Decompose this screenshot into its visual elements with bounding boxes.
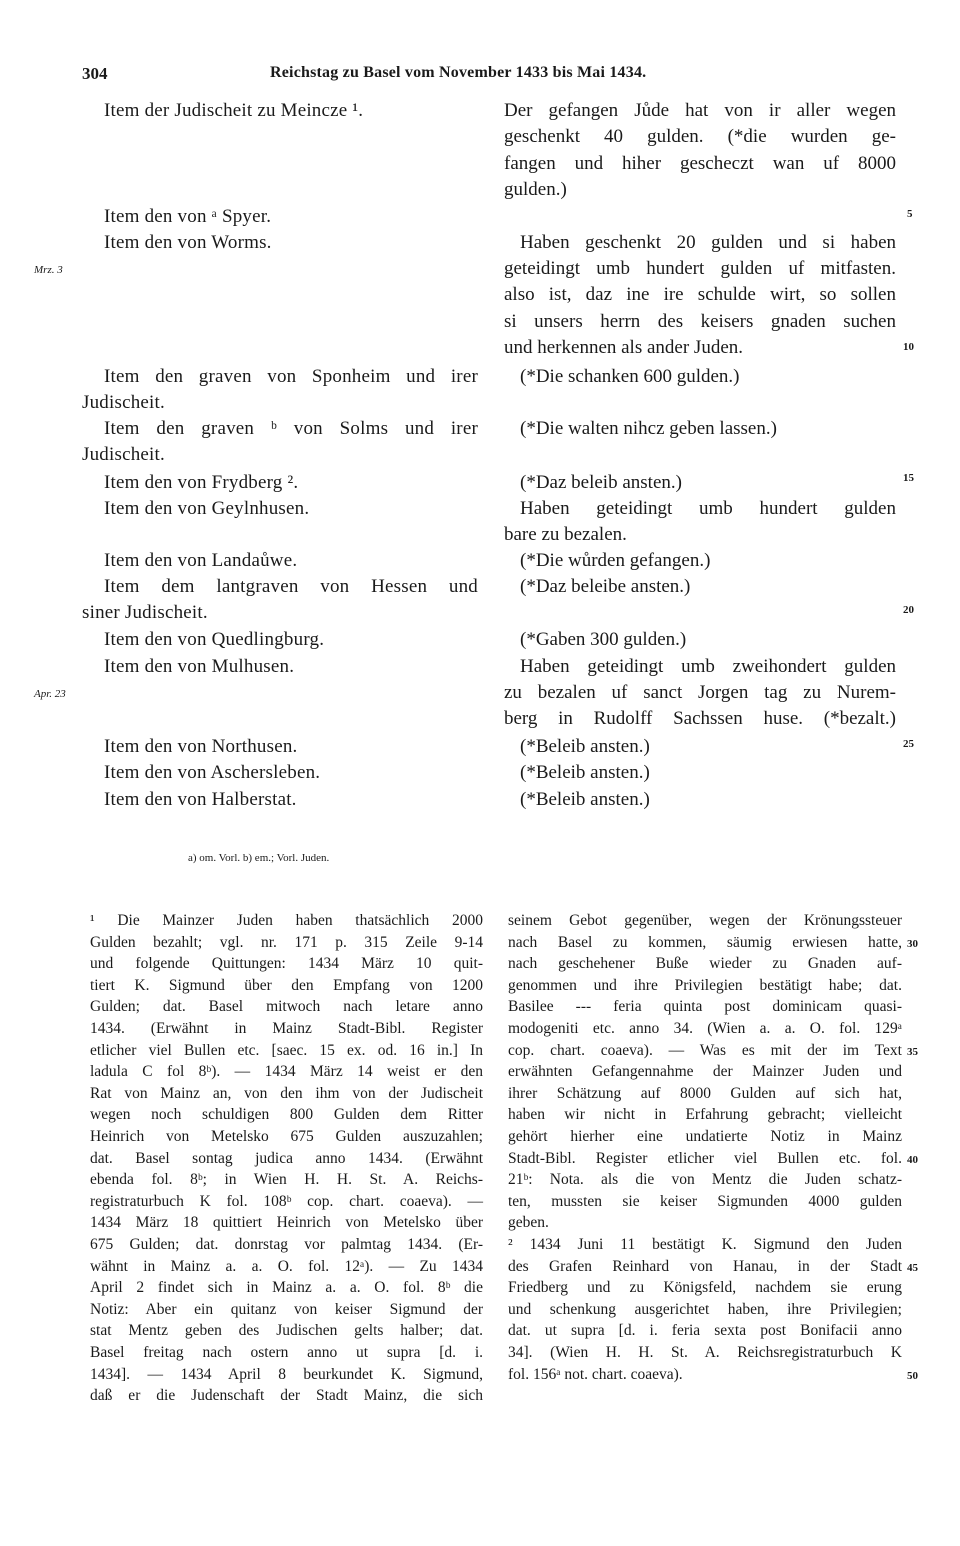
entry-line: (*Daz beleib ansten.) bbox=[520, 472, 682, 493]
footnote-line: Basilee --- feria quinta post dominicam quasi- bbox=[508, 998, 902, 1016]
entry-line: (*Die walten nihcz geben lassen.) bbox=[520, 418, 777, 439]
entry-line: fangen und hiher gescheczt wan uf 8000 bbox=[504, 153, 896, 174]
footnote-line: April 2 findet sich in Mainz a. a. O. fol. 8ᵇ die bbox=[90, 1279, 483, 1297]
line-number: 40 bbox=[907, 1154, 918, 1166]
line-number: 30 bbox=[907, 938, 918, 950]
footnote-line: Friedberg und zu Königsfeld, nachdem sie erung bbox=[508, 1279, 902, 1297]
footnote-line: erwähnten Gefangennahme der Mainzer Juden und bbox=[508, 1063, 902, 1081]
footnote-line: Basel freitag nach ostern anno ut supra [d. i. bbox=[90, 1344, 483, 1361]
entry-line: geteidingt umb hundert gulden uf mitfasten. bbox=[504, 258, 896, 279]
line-number: 50 bbox=[907, 1370, 918, 1382]
entry-line: Item den von Landaůwe. bbox=[104, 550, 298, 571]
margin-date-apr: Apr. 23 bbox=[34, 688, 66, 700]
entry-line: Item den graven ᵇ von Solms und irer bbox=[104, 418, 478, 439]
footnote-line: modogeniti etc. anno 34. (Wien a. a. O. fol. 129ᵃ bbox=[508, 1020, 902, 1037]
footnote-line: des Grafen Reinhard von Hanau, in der Stadt bbox=[508, 1257, 902, 1275]
entry-line: Haben geteidingt umb hundert gulden bbox=[520, 498, 896, 519]
footnote-line: tiert K. Sigmund über den Empfang von 1200 bbox=[90, 976, 483, 994]
footnote-line: gehört hierher eine undatierte Notiz in Mainz bbox=[508, 1128, 902, 1145]
footnote-line: 1434]. — 1434 April 8 beurkundet K. Sigmund, bbox=[90, 1365, 483, 1383]
footnote-line: dat. Basel sontag judica anno 1434. (Erwähnt bbox=[90, 1149, 483, 1167]
footnote-line: Notiz: Aber ein quitanz von keiser Sigmund der bbox=[90, 1300, 483, 1318]
footnote-line: ebenda fol. 8ᵇ; in Wien H. H. St. A. Reichs- bbox=[90, 1171, 483, 1189]
footnote-line: wähnt in Mainz a. a. O. fol. 12ᵃ). — Zu 1434 bbox=[90, 1257, 483, 1275]
entry-line: si unsers herrn des keisers gnaden suchen bbox=[504, 311, 896, 332]
footnote-line: etlicher viel Bullen etc. [saec. 15 ex. od. 16 in.] In bbox=[90, 1041, 483, 1059]
footnote-line: seinem Gebot gegenüber, wegen der Krönungssteuer bbox=[508, 912, 902, 929]
entry-line: bare zu bezalen. bbox=[504, 524, 627, 545]
entry-line: und herkennen als ander Juden. bbox=[504, 337, 744, 358]
entry-line: gulden.) bbox=[504, 179, 567, 200]
entry-line: Haben geteidingt umb zweihondert gulden bbox=[520, 656, 896, 677]
footnote-line: ihrer Schätzung auf 8000 Gulden auf sich hat, bbox=[508, 1084, 902, 1102]
footnote-line: Rat von Mainz an, von den ihm von der Judischeit bbox=[90, 1084, 483, 1102]
footnote-line: wegen noch schuldigen 800 Gulden dem Ritter bbox=[90, 1106, 483, 1124]
footnote-line: haben wir nicht in Erfahrung gebracht; vielleicht bbox=[508, 1106, 902, 1124]
entry-line: (*Die wůrden gefangen.) bbox=[520, 550, 711, 571]
line-number: 20 bbox=[903, 604, 914, 616]
footnote-line: ² 1434 Juni 11 bestätigt K. Sigmund den Juden bbox=[508, 1236, 902, 1253]
footnote-line: dat. ut supra [d. i. feria sexta post Bonifacii anno bbox=[508, 1322, 902, 1340]
footnote-line: cop. chart. coaeva). — Was es mit der im Text bbox=[508, 1041, 902, 1059]
entry-line: geschenkt 40 gulden. (*die wurden ge- bbox=[504, 126, 896, 147]
footnote-line: 675 Gulden; dat. donrstag vor palmtag 1434. (Er- bbox=[90, 1236, 483, 1253]
footnote-line: geben. bbox=[508, 1214, 549, 1232]
entry-line: Item den von Halberstat. bbox=[104, 789, 297, 810]
line-number: 35 bbox=[907, 1046, 918, 1058]
footnote-line: registraturbuch K fol. 108ᵇ cop. chart. coaeva). — bbox=[90, 1192, 483, 1210]
entry-line: Item der Judischeit zu Meincze ¹. bbox=[104, 100, 364, 121]
footnote-line: und folgende Quittungen: 1434 März 10 quit- bbox=[90, 955, 483, 973]
entry-line: Item dem lantgraven von Hessen und bbox=[104, 576, 478, 597]
entry-line: (*Beleib ansten.) bbox=[520, 789, 650, 810]
line-number: 25 bbox=[903, 738, 914, 750]
footnote-line: stat Mentz geben des Judischen gelts halber; dat. bbox=[90, 1322, 483, 1340]
line-number: 5 bbox=[907, 208, 913, 220]
entry-line: Der gefangen Jůde hat von ir aller wegen bbox=[504, 100, 896, 121]
entry-line: (*Beleib ansten.) bbox=[520, 762, 650, 783]
footnote-line: ten, mussten sie keiser Sigmunden 4000 gulden bbox=[508, 1192, 902, 1210]
entry-line: also ist, daz ine ire schulde wirt, so sollen bbox=[504, 284, 896, 305]
footnote-line: 1434. (Erwähnt in Mainz Stadt-Bibl. Register bbox=[90, 1020, 483, 1037]
line-number: 10 bbox=[903, 341, 914, 353]
entry-line: Item den von Mulhusen. bbox=[104, 656, 295, 677]
footnote-line: Gulden; dat. Basel mitwoch nach letare anno bbox=[90, 998, 483, 1016]
page-number: 304 bbox=[82, 64, 108, 83]
footnote-line: ¹ Die Mainzer Juden haben thatsächlich 2000 bbox=[90, 912, 483, 929]
footnote-line: genommen und ihre Privilegien bestätigt habe; dat. bbox=[508, 976, 902, 994]
footnote-line: nach Basel zu kommen, säumig erwiesen hatte, bbox=[508, 933, 902, 951]
footnote-line: 1434 März 18 quittiert Heinrich von Metelsko über bbox=[90, 1214, 483, 1232]
entry-line: Item den von Northusen. bbox=[104, 736, 298, 757]
entry-line: (*Beleib ansten.) bbox=[520, 736, 650, 757]
entry-line: Judischeit. bbox=[82, 392, 165, 413]
footnote-line: ladula C fol 8ᵇ). — 1434 März 14 weist er den bbox=[90, 1063, 483, 1081]
margin-date-mrz: Mrz. 3 bbox=[34, 264, 63, 276]
footnote-line: Heinrich von Metelsko 675 Gulden auszuzahlen; bbox=[90, 1128, 483, 1145]
entry-line: (*Die schanken 600 gulden.) bbox=[520, 366, 740, 387]
entry-line: berg in Rudolff Sachssen huse. (*bezalt.) bbox=[504, 708, 896, 729]
footnote-line: 21ᵇ: Nota. als die von Mentz die Juden schatz- bbox=[508, 1171, 902, 1189]
entry-line: Item den von Quedlingburg. bbox=[104, 629, 325, 650]
entry-line: Item den von Geylnhusen. bbox=[104, 498, 310, 519]
footnote-line: 34]. (Wien H. H. St. A. Reichsregistraturbuch K bbox=[508, 1344, 902, 1361]
footnote-line: Gulden bezahlt; vgl. nr. 171 p. 315 Zeile 9-14 bbox=[90, 933, 483, 951]
entry-line: Item den von ᵃ Spyer. bbox=[104, 206, 272, 227]
entry-line: Item den von Worms. bbox=[104, 232, 272, 253]
entry-line: Item den von Aschersleben. bbox=[104, 762, 321, 783]
footnote-line: nach geschehener Buße wieder zu Gnaden auf- bbox=[508, 955, 902, 973]
footnote-line: Stadt-Bibl. Register etlicher viel Bullen etc. fol. bbox=[508, 1149, 902, 1167]
footnote-line: fol. 156ᵃ not. chart. coaeva). bbox=[508, 1365, 683, 1383]
entry-line: siner Judischeit. bbox=[82, 602, 208, 623]
line-number: 15 bbox=[903, 472, 914, 484]
entry-line: zu bezalen uf sanct Jorgen tag zu Nurem- bbox=[504, 682, 896, 703]
footnote-line: und schenkung ausgerichtet haben, ihre Privilegien; bbox=[508, 1300, 902, 1318]
line-number: 45 bbox=[907, 1262, 918, 1274]
entry-line: Haben geschenkt 20 gulden und si haben bbox=[520, 232, 896, 253]
entry-line: Judischeit. bbox=[82, 444, 165, 465]
entry-line: (*Daz beleibe ansten.) bbox=[520, 576, 691, 597]
footnote-line: daß er die Judenschaft der Stadt Mainz, die sich bbox=[90, 1387, 483, 1405]
entry-line: Item den graven von Sponheim und irer bbox=[104, 366, 478, 387]
entry-line: (*Gaben 300 gulden.) bbox=[520, 629, 687, 650]
running-title: Reichstag zu Basel vom November 1433 bis Mai 1434. bbox=[270, 64, 647, 81]
entry-line: Item den von Frydberg ². bbox=[104, 472, 299, 493]
critical-notes: a) om. Vorl. b) em.; Vorl. Juden. bbox=[188, 852, 330, 864]
